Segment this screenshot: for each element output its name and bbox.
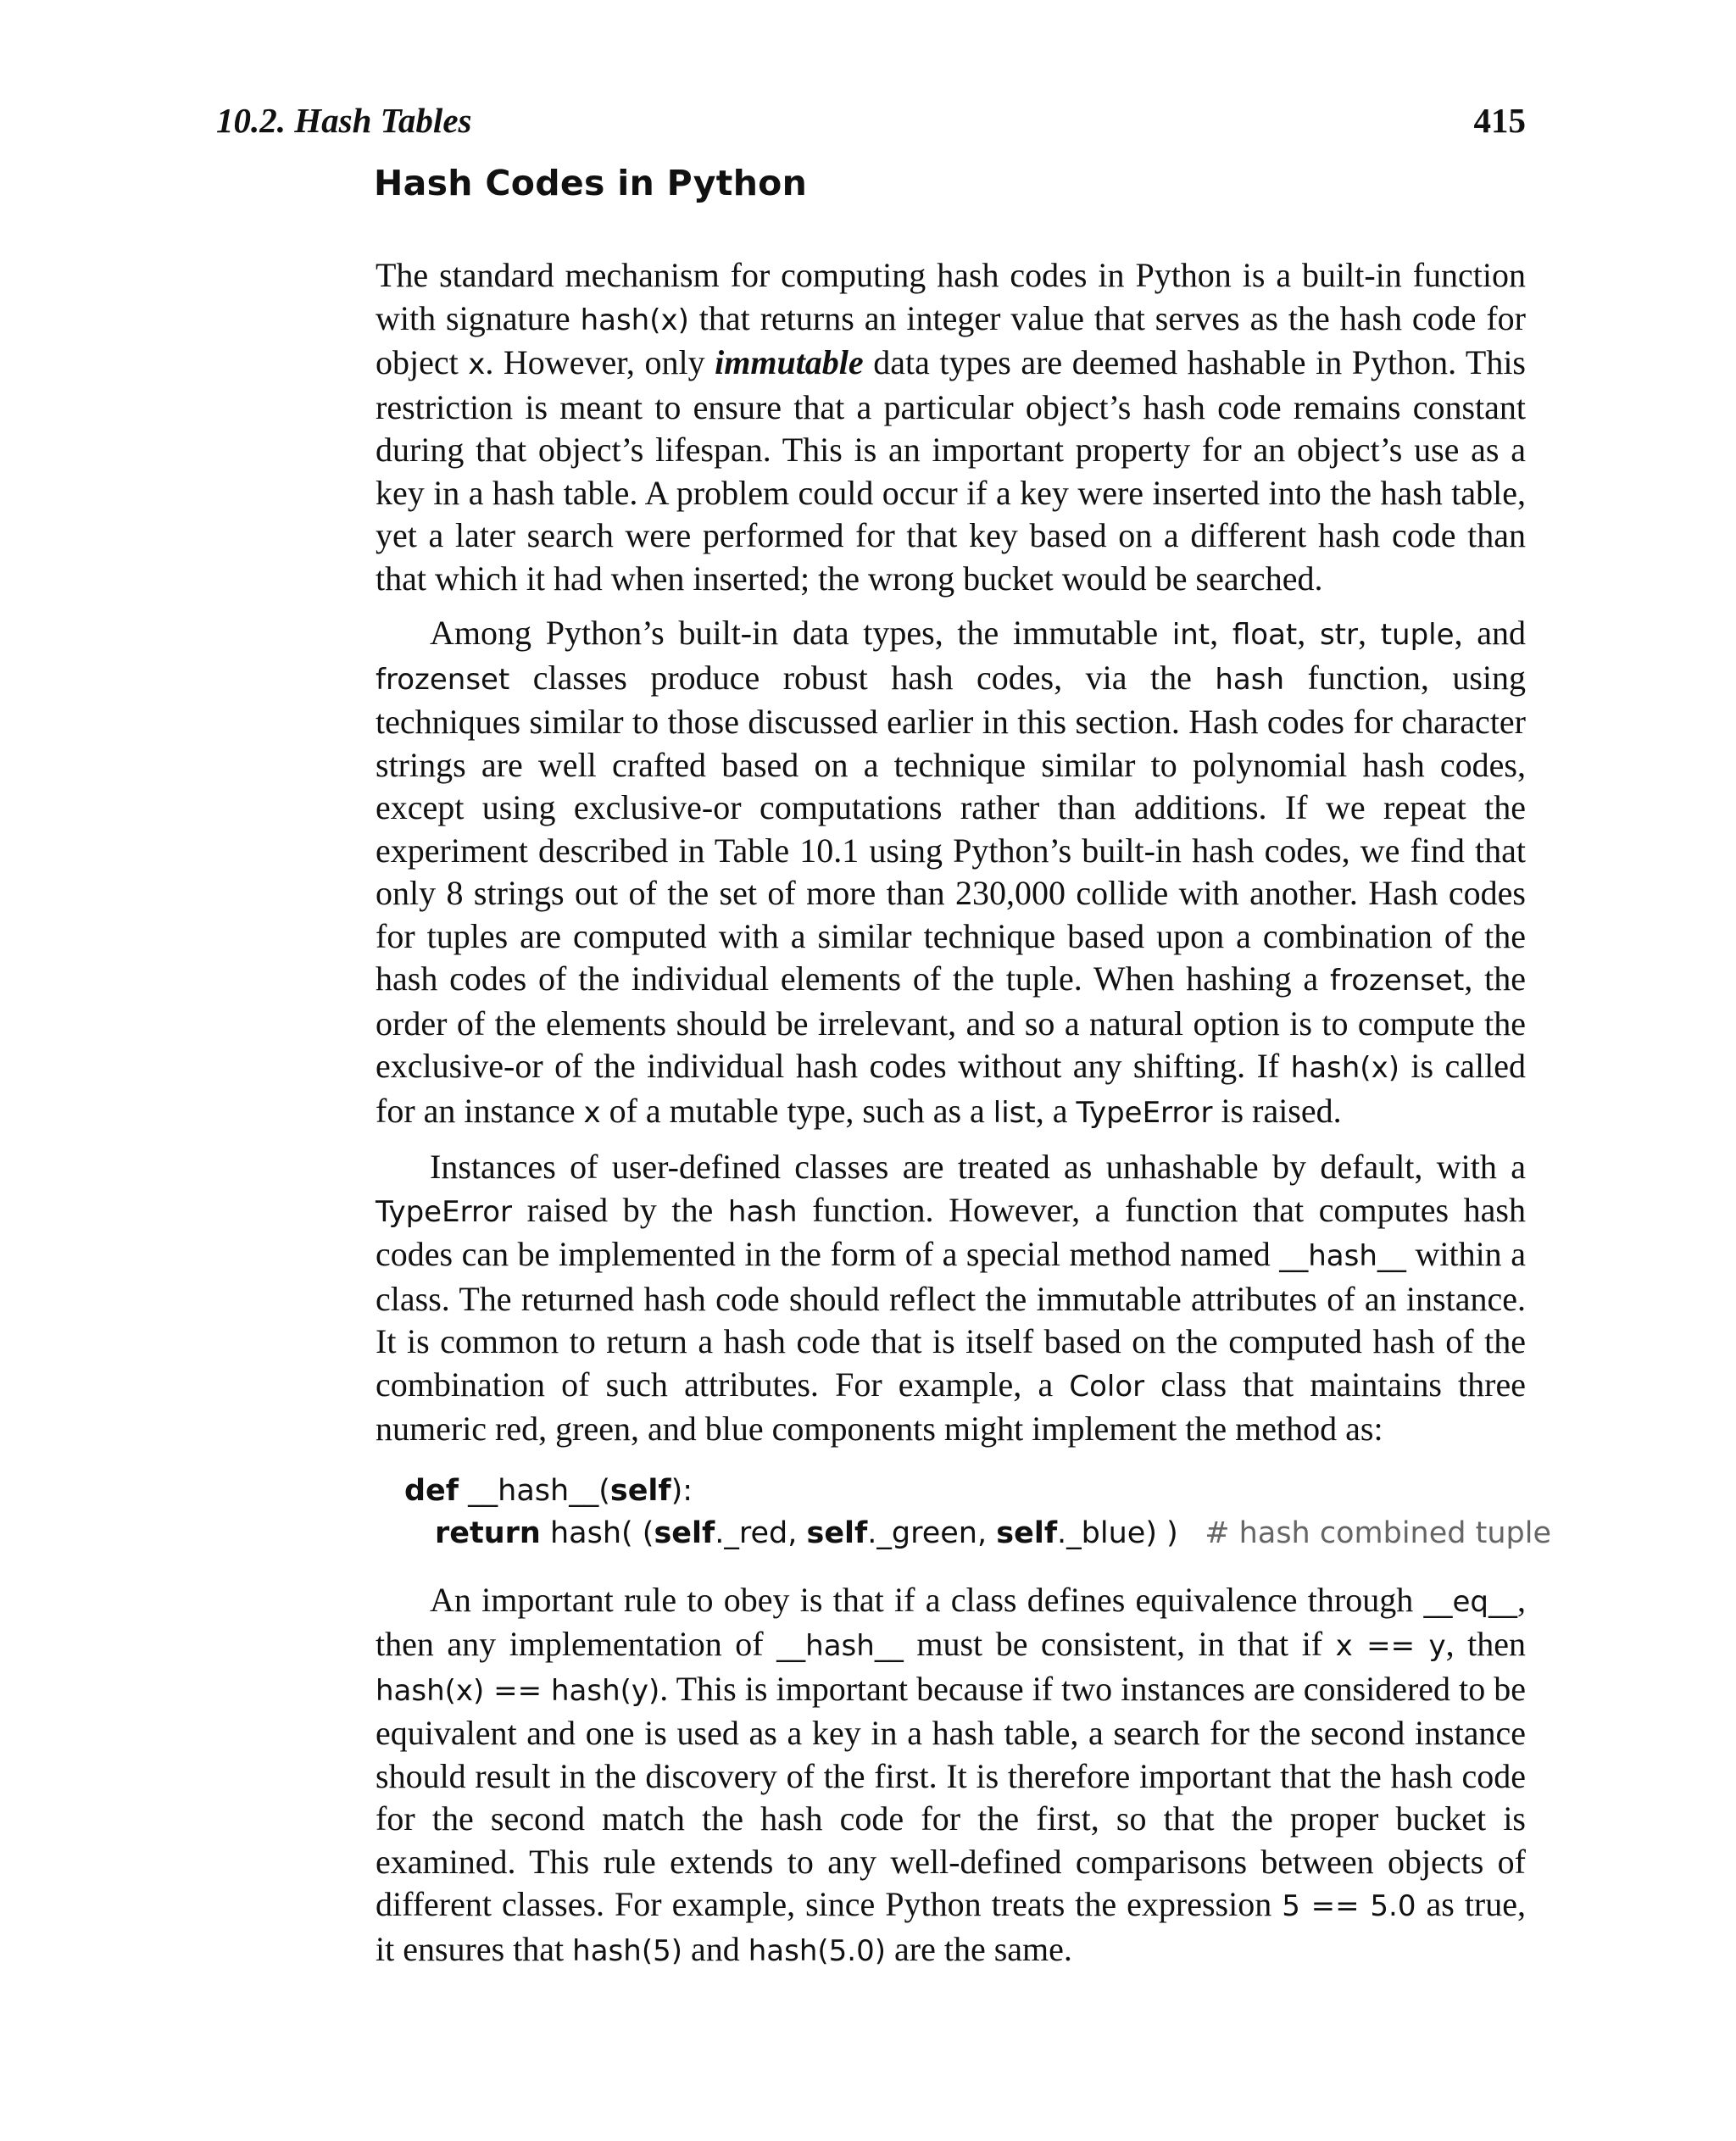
text-run: data types are deemed hashable in Python. This restriction is meant to ensure that a particular object’s hash code remains constant during that object’s lifespan. This is an important property for an object’s use as a key in a hash table. A problem could occur if a key were inserted into the hash table, yet a later search were performed for that key based on a different hash code than that which it had when inserted; the wrong bucket would be searched. (376, 343, 1526, 598)
text-run: function. However, a function that computes hash codes can be implemented in the form of a special method named (376, 1190, 1526, 1273)
text-run: , then (1445, 1625, 1527, 1663)
code-text: __hash__( (459, 1473, 610, 1508)
text-run: class that maintains three numeric red, green, and blue components might implement the method as: (376, 1365, 1526, 1448)
code-line-def (404, 1470, 1526, 1513)
page-number: 415 (1473, 101, 1526, 140)
text-run: , (1358, 614, 1381, 652)
text-run: An important rule to obey is that if a class defines equivalence through (430, 1580, 1424, 1619)
code-keyword: self (609, 1473, 671, 1508)
paragraph-4 (376, 1579, 1526, 1973)
code-inline: hash(x) == hash(y) (376, 1673, 660, 1708)
text-run: . This is important because if two instances are considered to be equivalent and one is used as a key in a hash table, a search for the second instance should result in the discovery of the first. It is therefore important that the hash code for the second match the hash code for the first, so that the proper bucket is examined. This rule extends to any well-defined comparisons between objects of different classes. For example, since Python treats the expression (376, 1669, 1526, 1923)
text-run: , (1210, 614, 1232, 652)
code-inline: __hash__ (776, 1629, 904, 1663)
text-run: is raised. (1212, 1091, 1342, 1130)
code-inline: 5 == 5.0 (1282, 1889, 1416, 1923)
code-inline: __hash__ (1279, 1239, 1406, 1273)
code-text: ): (670, 1473, 693, 1508)
paragraph-2 (376, 612, 1526, 1134)
code-inline: hash(5.0) (748, 1933, 886, 1968)
code-inline: hash(x) (580, 303, 689, 337)
running-header (216, 100, 1526, 142)
code-inline: __eq__ (1423, 1584, 1517, 1619)
text-run: are the same. (886, 1929, 1072, 1968)
text-run: , and (1454, 614, 1527, 652)
section-title: Hash Codes in Python (374, 163, 808, 203)
code-inline: hash(5) (572, 1933, 682, 1968)
emphasis-term: immutable (715, 343, 864, 381)
code-inline: x (468, 348, 486, 381)
text-run: as true, it ensures that (376, 1885, 1527, 1968)
code-text: ._green, (867, 1516, 997, 1550)
code-text: ._red, (715, 1516, 807, 1550)
text-run: , the order of the elements should be irrelevant, and so a natural option is to compute the exclusive-or of the individual hash codes without any shifting. If (376, 959, 1526, 1085)
code-inline: hash (727, 1194, 798, 1229)
code-inline: TypeError (376, 1194, 512, 1229)
text-run: Instances of user-defined classes are treated as unhashable by default, with a (430, 1148, 1526, 1186)
code-keyword: def (404, 1473, 459, 1508)
text-run: . However, only (485, 343, 715, 381)
text-run: , (1297, 614, 1320, 652)
text-run: of a mutable type, such as a (600, 1091, 993, 1130)
code-keyword: return (435, 1516, 541, 1550)
code-keyword: self (806, 1516, 868, 1550)
text-run: Among Python’s built-in data types, the immutable (430, 614, 1172, 652)
code-inline: x (583, 1095, 601, 1130)
chapter-label: 10.2. Hash Tables (216, 101, 472, 140)
code-inline: str (1319, 618, 1358, 652)
code-inline: float (1232, 618, 1298, 652)
text-run: , then any implementation of (376, 1580, 1526, 1663)
code-text: ._blue) ) (1057, 1516, 1178, 1550)
code-comment: # hash combined tuple (1205, 1516, 1551, 1550)
text-run: , a (1035, 1091, 1077, 1130)
body-text (376, 254, 1551, 1984)
code-inline: x == y (1335, 1629, 1446, 1663)
code-listing (404, 1470, 1551, 1555)
paragraph-1 (376, 254, 1526, 600)
text-run: that returns an integer value that serves as the hash code for object (376, 298, 1526, 381)
code-inline: Color (1069, 1369, 1145, 1404)
code-inline: frozenset (376, 662, 510, 697)
code-inline: hash (1215, 662, 1285, 697)
text-run: function, using techniques similar to those discussed earlier in this section. Hash codes for character strings are well crafted based on a technique similar to polynomial hash codes, except using exclusive-or computations rather than additions. If we repeat the experiment described in Table 10.1 using Python’s built-in hash codes, we find that only 8 strings out of the set of more than 230,000 collide with another. Hash codes for tuples are computed with a similar technique based upon a combination of the hash codes of the individual elements of the tuple. When hashing a (376, 658, 1527, 998)
text-run: and (682, 1929, 748, 1968)
code-inline: hash(x) (1290, 1051, 1399, 1085)
text-run: raised by the (511, 1190, 728, 1229)
code-text: hash( ( (540, 1516, 654, 1550)
code-keyword: self (996, 1516, 1058, 1550)
code-inline: int (1171, 618, 1210, 652)
code-inline: TypeError (1076, 1095, 1213, 1130)
code-inline: frozenset (1330, 964, 1465, 998)
paragraph-3 (376, 1146, 1526, 1451)
text-run: The standard mechanism for computing hash codes in Python is a built-in function with signature (376, 256, 1526, 337)
code-line-return (404, 1512, 1551, 1555)
code-keyword: self (654, 1516, 715, 1550)
code-inline: list (993, 1095, 1036, 1130)
code-inline: tuple (1380, 618, 1455, 652)
text-run: within a class. The returned hash code should reflect the immutable attributes of an instance. It is common to return a hash code that is itself based on the computed hash of the combination of such attributes. For example, a (376, 1235, 1526, 1404)
text-run: must be consistent, in that if (903, 1625, 1336, 1663)
text-run: is called for an instance (376, 1047, 1526, 1130)
text-run: classes produce robust hash codes, via the (509, 658, 1216, 697)
